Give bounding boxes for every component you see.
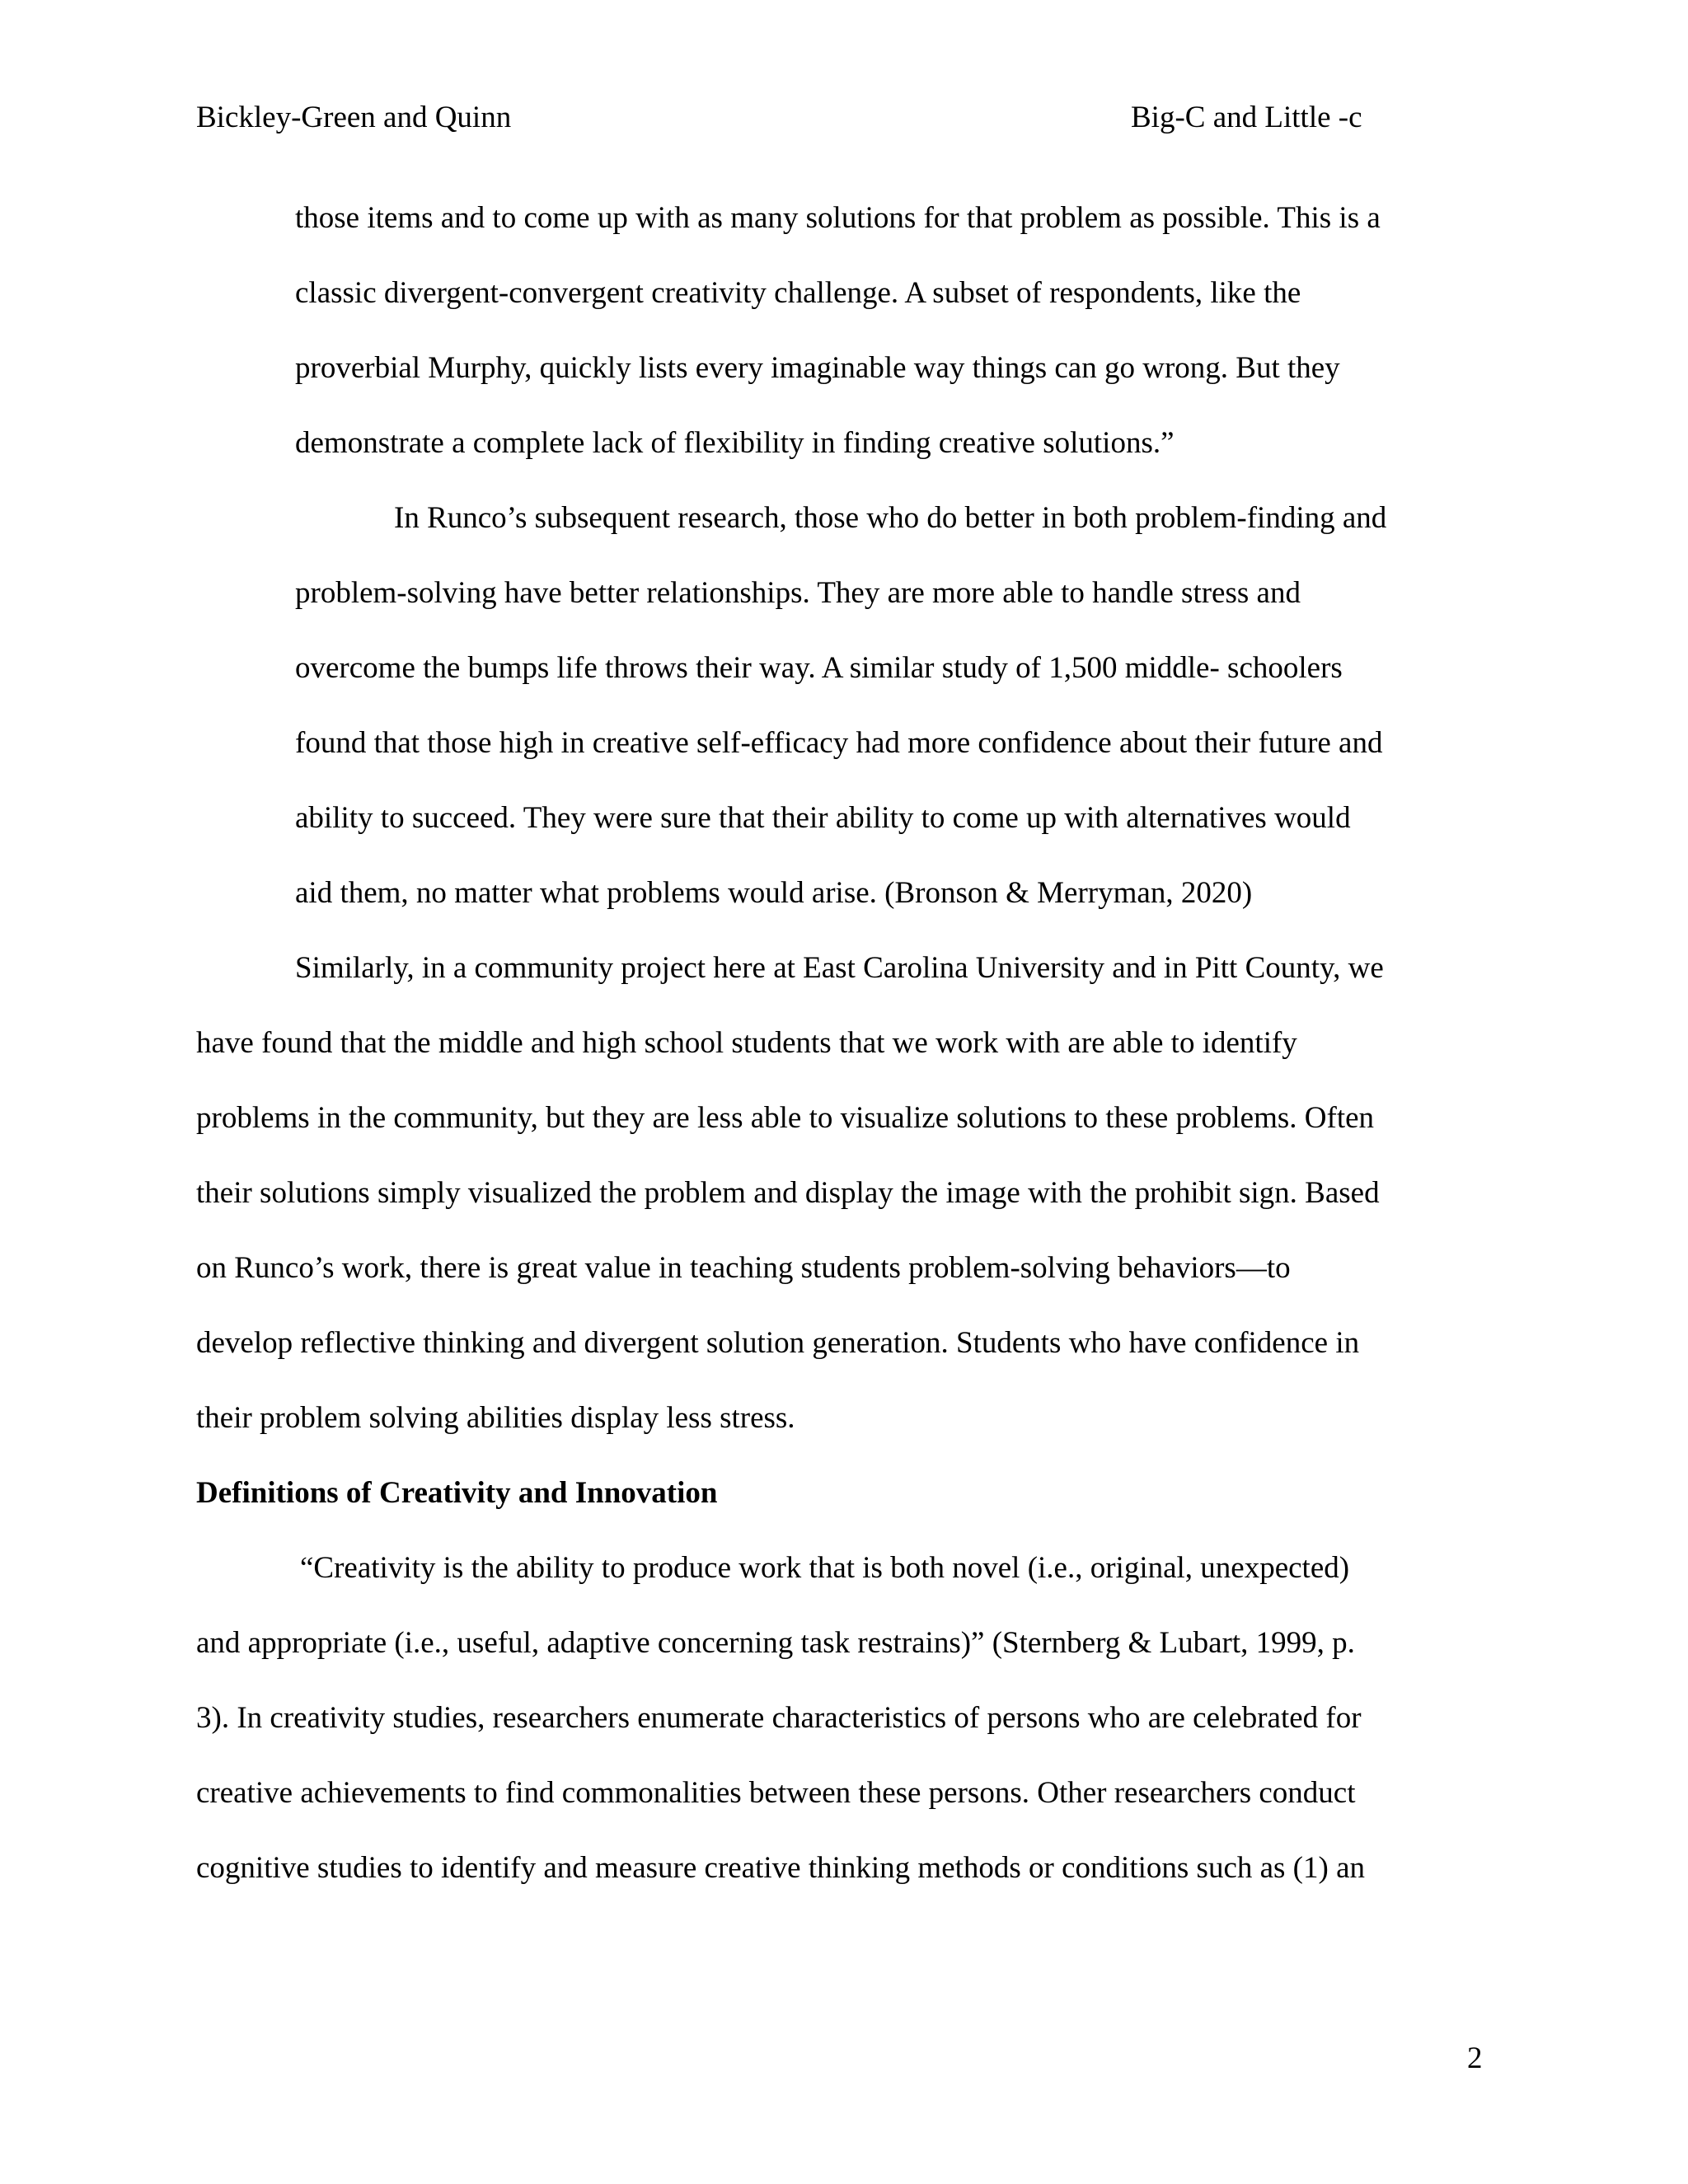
quote-line: found that those high in creative self-efficacy had more confidence about their future and [295,726,1383,760]
paragraph-line: “Creativity is the ability to produce work that is both novel (i.e., original, unexpected) [300,1551,1350,1585]
quote-line: demonstrate a complete lack of flexibility in finding creative solutions.” [295,426,1175,460]
paragraph-line: problems in the community, but they are less able to visualize solutions to these problems. Often [196,1101,1375,1135]
quote-line: problem-solving have better relationships. They are more able to handle stress and [295,576,1301,610]
quote-line: ability to succeed. They were sure that their ability to come up with alternatives would [295,801,1351,835]
quote-line: aid them, no matter what problems would arise. (Bronson & Merryman, 2020) [295,876,1253,910]
page-number: 2 [1467,2041,1483,2075]
paragraph-line: their solutions simply visualized the problem and display the image with the prohibit sign. Based [196,1176,1380,1210]
paragraph-line: creative achievements to find commonalities between these persons. Other researchers conduct [196,1776,1356,1810]
running-header-title: Big-C and Little -c [1131,101,1362,134]
section-heading: Definitions of Creativity and Innovation [196,1476,718,1510]
quote-line: overcome the bumps life throws their way. A similar study of 1,500 middle- schoolers [295,651,1343,685]
quote-line: classic divergent-convergent creativity challenge. A subset of respondents, like the [295,276,1301,310]
paragraph-line: have found that the middle and high school students that we work with are able to identify [196,1026,1297,1060]
paragraph-line: develop reflective thinking and divergent solution generation. Students who have confidence in [196,1326,1360,1360]
paragraph-line: on Runco’s work, there is great value in teaching students problem-solving behaviors—to [196,1251,1291,1285]
paragraph-line: cognitive studies to identify and measure creative thinking methods or conditions such as (1) an [196,1851,1365,1885]
paragraph-line: 3). In creativity studies, researchers enumerate characteristics of persons who are celebrated for [196,1701,1362,1735]
quote-line: proverbial Murphy, quickly lists every imaginable way things can go wrong. But they [295,351,1340,385]
quote-line: In Runco’s subsequent research, those who do better in both problem-finding and [394,501,1387,535]
paragraph-line: their problem solving abilities display less stress. [196,1401,795,1435]
paragraph-line: and appropriate (i.e., useful, adaptive concerning task restrains)” (Sternberg & Lubart, 1999, p. [196,1626,1355,1660]
paragraph-line: Similarly, in a community project here at East Carolina University and in Pitt County, we [295,951,1384,985]
running-header-authors: Bickley-Green and Quinn [196,101,512,134]
quote-line: those items and to come up with as many solutions for that problem as possible. This is a [295,201,1381,235]
